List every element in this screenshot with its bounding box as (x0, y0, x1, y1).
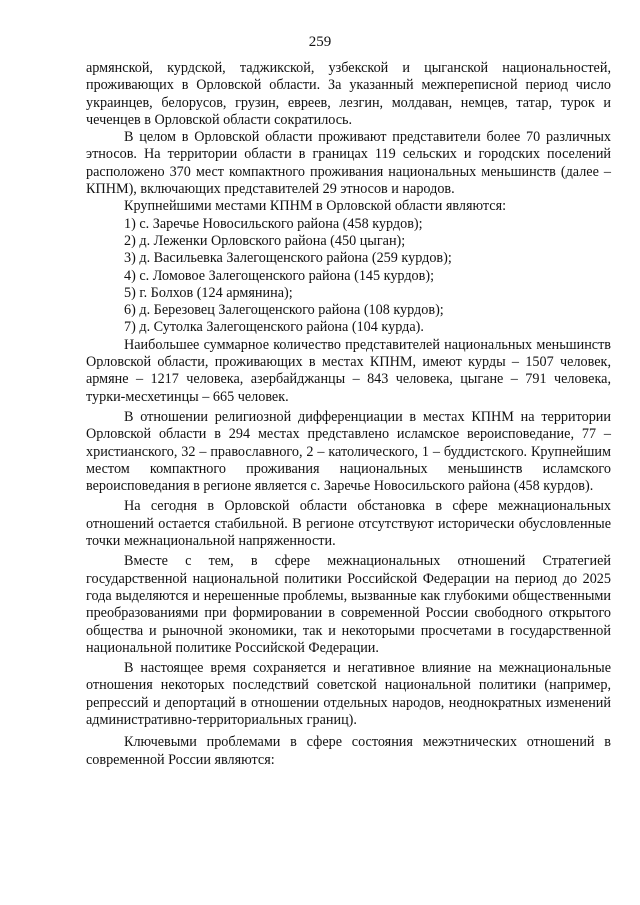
paragraph: На сегодня в Орловской области обстановка в сфере межнациональных отношений остается стабильной. В регионе отсутствуют исторически обусловленные точки межнациональной напряженности. (86, 498, 611, 550)
list-item: 1) с. Заречье Новосильского района (458 курдов); (124, 215, 423, 232)
list-item: 4) с. Ломовое Залегощенского района (145 курдов); (124, 267, 435, 284)
paragraph: В целом в Орловской области проживают представители более 70 различных этносов. На территории области в границах 119 сельских и городских поселений расположено 370 мест компактного проживания национальных меньшинств (далее – КПНМ), включающих представителей 29 этносов и народов. (86, 129, 611, 198)
list-item: 2) д. Леженки Орловского района (450 цыган); (124, 232, 406, 249)
paragraph: Крупнейшими местами КПНМ в Орловской области являются: (124, 198, 507, 215)
document-body (86, 60, 611, 769)
paragraph: Ключевыми проблемами в сфере состояния межэтнических отношений в современной России являются: (86, 734, 611, 768)
list-item: 7) д. Сутолка Залегощенского района (104 курда). (124, 319, 424, 336)
paragraph: В отношении религиозной дифференциации в местах КПНМ на территории Орловской области в 294 местах представлено исламское вероисповедание, 77 – христианского, 32 – православного, 2 – католического, 1 – буддистского. Крупнейшим местом компактного проживания национальных меньшинств исламского вероисповедания в регионе является с. Заречье Новосильского района (458 курдов). (86, 408, 611, 495)
list-item: 5) г. Болхов (124 армянина); (124, 284, 293, 301)
list-item: 6) д. Березовец Залегощенского района (108 курдов); (124, 302, 444, 319)
paragraph: Вместе с тем, в сфере межнациональных отношений Стратегией государственной национальной политики Российской Федерации на период до 2025 года выделяются и нерешенные проблемы, вызванные как глубокими общественными преобразованиями при формировании в современной России свободного открытого общества и рыночной экономики, так и некоторыми просчетами в государственной национальной политике Российской Федерации. (86, 553, 611, 656)
page-number: 259 (308, 34, 332, 50)
list-item: 3) д. Васильевка Залегощенского района (259 курдов); (124, 250, 452, 267)
paragraph: В настоящее время сохраняется и негативное влияние на межнациональные отношения некоторых последствий советской национальной политики (например, репрессий и депортаций в отношении отдельных народов, неоднократных изменений административно-территориальных границ). (86, 660, 611, 728)
paragraph: армянской, курдской, таджикской, узбекской и цыганской национальностей, проживающих в Орловской области. За указанный межпереписной период число украинцев, белорусов, грузин, евреев, лезгин, молдаван, немцев, татар, турок и чеченцев в Орловской области сократилось. (86, 60, 611, 128)
paragraph: Наибольшее суммарное количество представителей национальных меньшинств Орловской области, проживающих в местах КПНМ, имеют курды – 1507 человек, армяне – 1217 человека, азербайджанцы – 843 человека, цыгане – 791 человека, турки-месхетинцы – 665 человек. (86, 336, 611, 405)
